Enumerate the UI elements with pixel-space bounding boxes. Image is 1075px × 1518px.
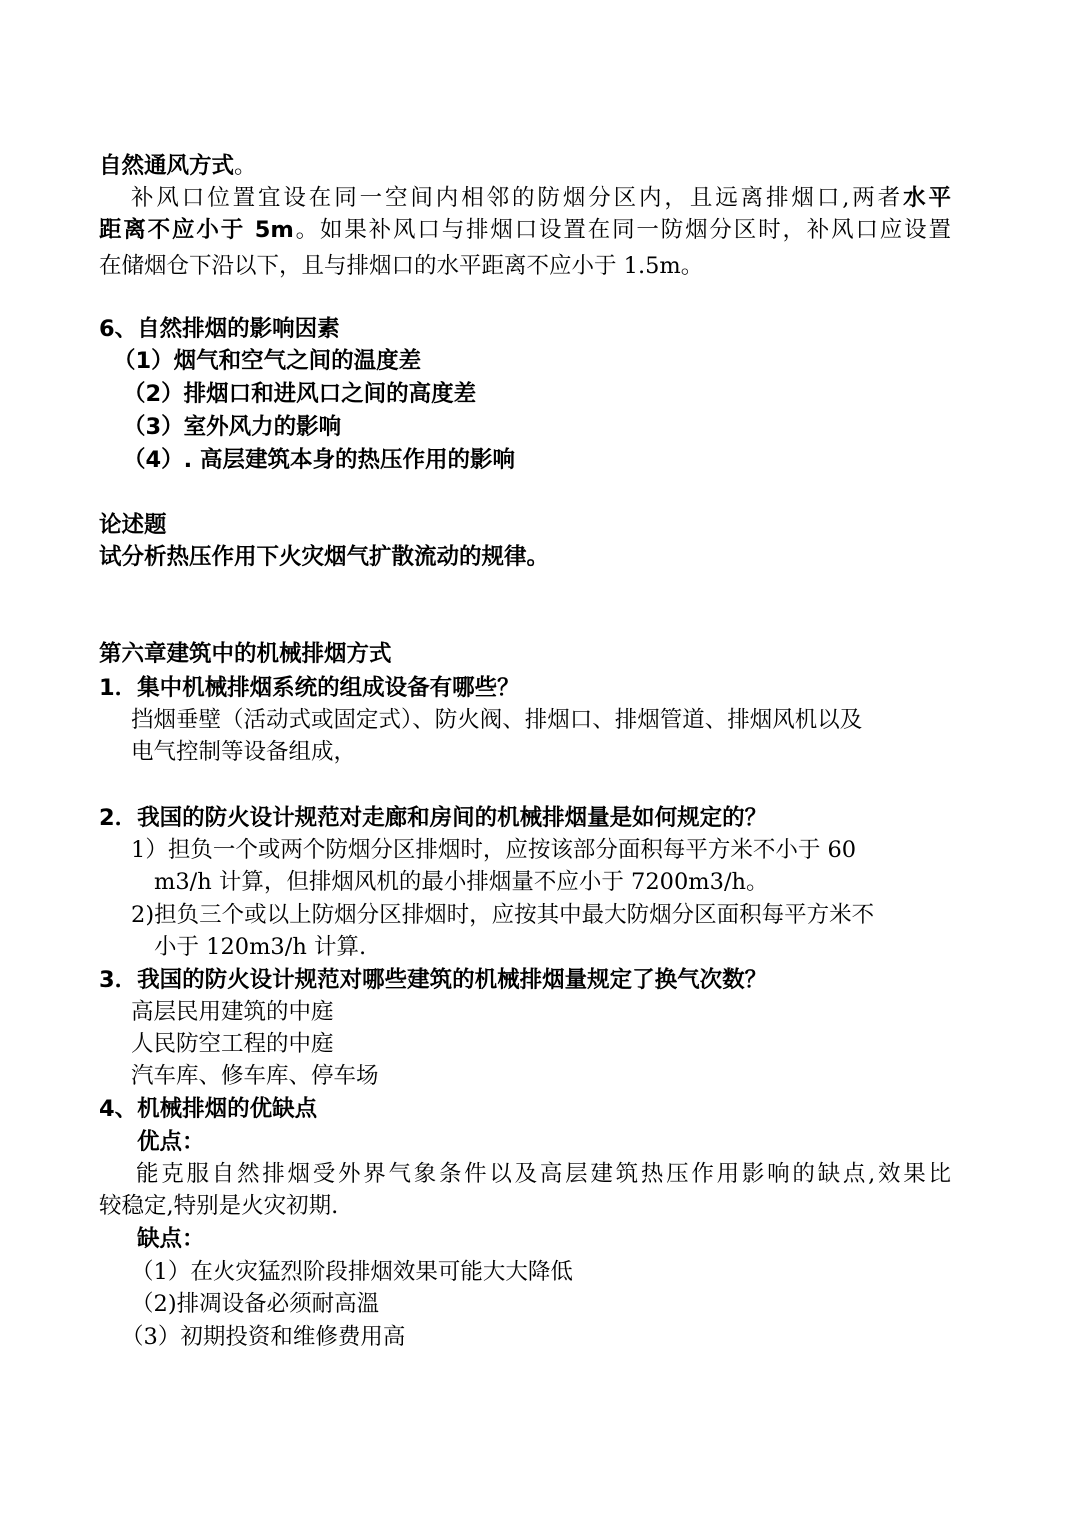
answer-line: 1）担负一个或两个防烟分区排烟时，应按该部分面积每平方米不小于 60 (131, 837, 857, 863)
answer-line: 电气控制等设备组成， (131, 739, 357, 765)
factor-item: （1）烟气和空气之间的温度差 (113, 348, 422, 374)
answer-line: 小于 120m3/h 计算. (154, 934, 367, 960)
question: 3．我国的防火设计规范对哪些建筑的机械排烟量规定了换气次数？ (99, 967, 768, 993)
answer-line: （2)排凋设备必须耐高溫 (131, 1291, 380, 1317)
factors-title: 6、自然排烟的影响因素 (99, 316, 340, 342)
factor-item: （2）排烟口和进风口之间的高度差 (123, 381, 477, 407)
answer-line: 2)担负三个或以上防烟分区排烟时，应按其中最大防烟分区面积每平方米不 (131, 902, 875, 928)
factor-item: （3）室外风力的影响 (123, 414, 342, 440)
paragraph-line: 补风口位置宜设在同一空间内相邻的防烟分区内，且远离排烟口,两者水平 (131, 185, 951, 211)
question: 4、机械排烟的优缺点 (99, 1096, 318, 1122)
answer-line: 高层民用建筑的中庭 (131, 999, 334, 1025)
answer-line: m3/h 计算，但排烟风机的最小排烟量不应小于 7200m3/h。 (154, 869, 769, 895)
pros-label: 优点： (137, 1129, 205, 1155)
factor-item: （4）. 高层建筑本身的热压作用的影响 (123, 447, 516, 473)
chapter-title: 第六章建筑中的机械排烟方式 (99, 641, 392, 667)
section-heading: 自然通风方式。 (99, 153, 257, 179)
answer-line: 汽车库、修车库、停车场 (131, 1063, 379, 1089)
paragraph-line: 在储烟仓下沿以下，且与排烟口的水平距离不应小于 1.5m。 (99, 253, 704, 279)
answer-line: 能克服自然排烟受外界气象条件以及高层建筑热压作用影响的缺点,效果比 (136, 1161, 951, 1187)
answer-line: 较稳定,特别是火灾初期. (99, 1193, 339, 1219)
question: 1．集中机械排烟系统的组成设备有哪些？ (99, 675, 520, 701)
question: 2．我国的防火设计规范对走廊和房间的机械排烟量是如何规定的？ (99, 805, 768, 831)
answer-line: （3）初期投资和维修费用高 (121, 1324, 406, 1350)
essay-question: 试分析热压作用下火灾烟气扩散流动的规律。 (99, 544, 550, 570)
essay-title: 论述题 (99, 512, 167, 538)
answer-line: 挡烟垂壁（活动式或固定式）、防火阀、排烟口、排烟管道、排烟风机以及 (131, 707, 863, 733)
answer-line: 人民防空工程的中庭 (131, 1031, 334, 1057)
paragraph-line: 距离不应小于 5m。如果补风口与排烟口设置在同一防烟分区时，补风口应设置 (99, 217, 951, 243)
answer-line: （1）在火灾猛烈阶段排烟效果可能大大降低 (131, 1259, 573, 1285)
cons-label: 缺点： (137, 1226, 205, 1252)
